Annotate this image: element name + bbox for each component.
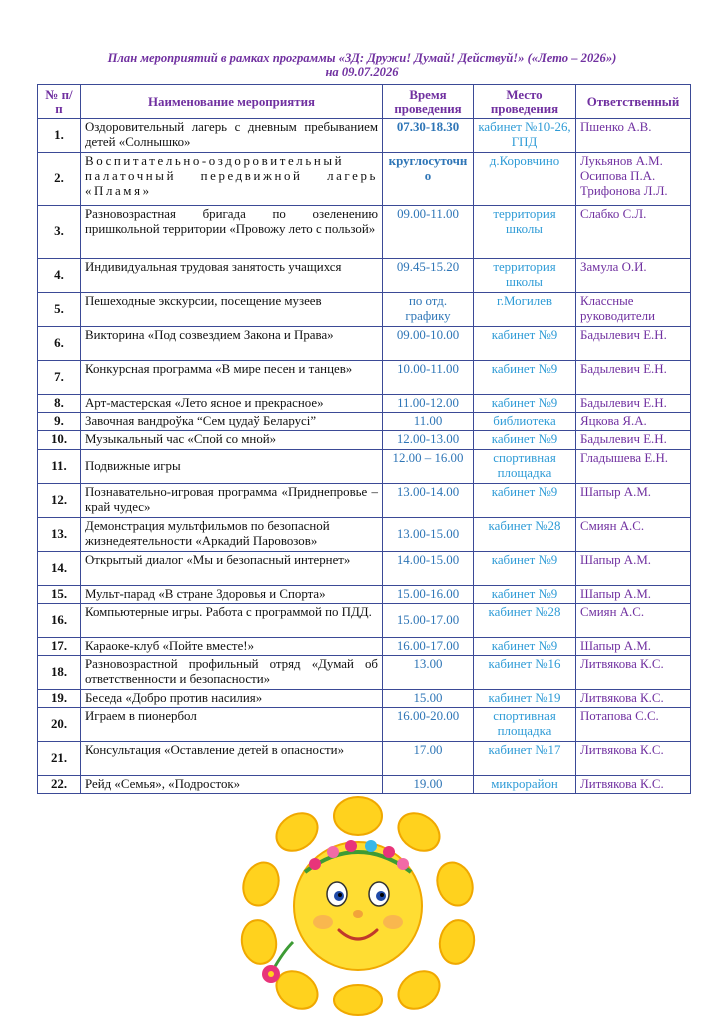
- table-row: [38, 153, 691, 206]
- event-place: микрорайон: [474, 776, 576, 794]
- event-place: г.Могилев: [474, 293, 576, 327]
- table-row: [38, 585, 691, 603]
- col-header-responsible: Ответственный: [576, 85, 691, 119]
- row-number: 22.: [38, 776, 81, 794]
- row-number: 14.: [38, 551, 81, 585]
- event-name: Демонстрация мультфильмов по безопасной жизнедеятельности «Аркадий Паровозов»: [81, 517, 383, 551]
- event-name: Разновозрастная бригада по озеленению пришкольной территории «Провожу лето с пользой»: [81, 206, 383, 259]
- event-name: Открытый диалог «Мы и безопасный интернет»: [81, 551, 383, 585]
- event-time: 15.00-16.00: [383, 585, 474, 603]
- event-name: Музыкальный час «Спой со мной»: [81, 431, 383, 449]
- event-place: кабинет №16: [474, 656, 576, 690]
- table-row: [38, 517, 691, 551]
- event-name: Викторина «Под созвездием Закона и Права»: [81, 327, 383, 361]
- event-place: кабинет №9: [474, 327, 576, 361]
- row-number: 16.: [38, 603, 81, 637]
- event-time: 11.00-12.00: [383, 395, 474, 413]
- table-row: [38, 449, 691, 483]
- table-row: [38, 259, 691, 293]
- sun-cheek-left: [313, 915, 333, 929]
- event-responsible: Смиян А.С.: [576, 603, 691, 637]
- event-responsible: Бадылевич Е.Н.: [576, 327, 691, 361]
- event-time: 07.30-18.30: [383, 119, 474, 153]
- row-number: 17.: [38, 637, 81, 655]
- event-time: 17.00: [383, 742, 474, 776]
- event-place: кабинет №9: [474, 637, 576, 655]
- table-row: [38, 413, 691, 431]
- table-row: [38, 431, 691, 449]
- event-time: 15.00-17.00: [383, 603, 474, 637]
- sun-nose: [353, 910, 363, 918]
- event-place: кабинет №9: [474, 361, 576, 395]
- event-responsible: Бадылевич Е.Н.: [576, 361, 691, 395]
- event-place: кабинет №9: [474, 431, 576, 449]
- event-responsible: Яцкова Я.А.: [576, 413, 691, 431]
- event-place: территория школы: [474, 206, 576, 259]
- event-responsible: Шапыр А.М.: [576, 585, 691, 603]
- table-row: [38, 206, 691, 259]
- smiling-sun-icon: [233, 792, 483, 1016]
- event-name: Конкурсная программа «В мире песен и танцев»: [81, 361, 383, 395]
- event-name: Индивидуальная трудовая занятость учащихся: [81, 259, 383, 293]
- event-place: кабинет №9: [474, 483, 576, 517]
- table-row: [38, 551, 691, 585]
- row-number: 10.: [38, 431, 81, 449]
- event-time: 16.00-17.00: [383, 637, 474, 655]
- row-number: 21.: [38, 742, 81, 776]
- row-number: 2.: [38, 153, 81, 206]
- event-responsible: Слабко С.Л.: [576, 206, 691, 259]
- event-place: кабинет №28: [474, 517, 576, 551]
- event-place: кабинет №9: [474, 585, 576, 603]
- title-line-2: на 09.07.2026: [325, 65, 399, 79]
- event-responsible: Пшенко А.В.: [576, 119, 691, 153]
- event-name: Рейд «Семья», «Подросток»: [81, 776, 383, 794]
- event-place: кабинет №28: [474, 603, 576, 637]
- table-row: [38, 690, 691, 708]
- table-row: [38, 327, 691, 361]
- event-time: 13.00: [383, 656, 474, 690]
- row-number: 4.: [38, 259, 81, 293]
- event-place: кабинет №10-26, ГПД: [474, 119, 576, 153]
- event-name: Караоке-клуб «Пойте вместе!»: [81, 637, 383, 655]
- event-time: по отд. графику: [383, 293, 474, 327]
- event-responsible: Литвякова К.С.: [576, 742, 691, 776]
- event-place: кабинет №9: [474, 395, 576, 413]
- event-responsible: Смиян А.С.: [576, 517, 691, 551]
- col-header-place: Место проведения: [474, 85, 576, 119]
- event-time: 16.00-20.00: [383, 708, 474, 742]
- event-name: Мульт-парад «В стране Здоровья и Спорта»: [81, 585, 383, 603]
- row-number: 11.: [38, 449, 81, 483]
- row-number: 5.: [38, 293, 81, 327]
- col-header-name: Наименование мероприятия: [81, 85, 383, 119]
- row-number: 7.: [38, 361, 81, 395]
- table-row: [38, 395, 691, 413]
- col-header-number: № п/п: [38, 85, 81, 119]
- event-responsible: Лукьянов А.М. Осипова П.А. Трифонова Л.Л.: [576, 153, 691, 206]
- row-number: 20.: [38, 708, 81, 742]
- event-responsible: Бадылевич Е.Н.: [576, 395, 691, 413]
- event-name: Играем в пионербол: [81, 708, 383, 742]
- event-time: 10.00-11.00: [383, 361, 474, 395]
- event-responsible: Литвякова К.С.: [576, 656, 691, 690]
- event-responsible: Литвякова К.С.: [576, 690, 691, 708]
- event-responsible: Гладышева Е.Н.: [576, 449, 691, 483]
- row-number: 19.: [38, 690, 81, 708]
- row-number: 18.: [38, 656, 81, 690]
- event-responsible: Шапыр А.М.: [576, 637, 691, 655]
- events-table: [37, 84, 691, 794]
- event-name: Оздоровительный лагерь с дневным пребыванием детей «Солнышко»: [81, 119, 383, 153]
- event-responsible: Классные руководители: [576, 293, 691, 327]
- table-row: [38, 637, 691, 655]
- event-place: кабинет №19: [474, 690, 576, 708]
- table-row: [38, 656, 691, 690]
- event-time: 11.00: [383, 413, 474, 431]
- event-time: 15.00: [383, 690, 474, 708]
- event-name: Беседа «Добро против насилия»: [81, 690, 383, 708]
- event-time: 13.00-15.00: [383, 517, 474, 551]
- event-place: спортивная площадка: [474, 708, 576, 742]
- event-responsible: Бадылевич Е.Н.: [576, 431, 691, 449]
- event-place: библиотека: [474, 413, 576, 431]
- event-name: Разновозрастной профильный отряд «Думай об ответственности и безопасности»: [81, 656, 383, 690]
- event-time: 19.00: [383, 776, 474, 794]
- table-row: [38, 708, 691, 742]
- event-responsible: Литвякова К.С.: [576, 776, 691, 794]
- event-responsible: Замула О.И.: [576, 259, 691, 293]
- table-row: [38, 361, 691, 395]
- event-responsible: Шапыр А.М.: [576, 483, 691, 517]
- table-row: [38, 603, 691, 637]
- event-place: территория школы: [474, 259, 576, 293]
- event-time: круглосуточно: [383, 153, 474, 206]
- event-name: Воспитательно-оздоровительный палаточный передвижной лагерь «Пламя»: [81, 153, 383, 206]
- row-number: 1.: [38, 119, 81, 153]
- event-name: Подвижные игры: [81, 449, 383, 483]
- event-name: Компьютерные игры. Работа с программой по ПДД.: [81, 603, 383, 637]
- event-responsible: Шапыр А.М.: [576, 551, 691, 585]
- event-name: Консультация «Оставление детей в опасности»: [81, 742, 383, 776]
- table-row: [38, 483, 691, 517]
- row-number: 12.: [38, 483, 81, 517]
- sun-cheek-right: [383, 915, 403, 929]
- event-time: 13.00-14.00: [383, 483, 474, 517]
- event-time: 09.00-11.00: [383, 206, 474, 259]
- event-place: кабинет №9: [474, 551, 576, 585]
- event-name: Познавательно-игровая программа «Приднепровье – край чудес»: [81, 483, 383, 517]
- event-place: кабинет №17: [474, 742, 576, 776]
- table-header-row: [38, 85, 691, 119]
- row-number: 8.: [38, 395, 81, 413]
- row-number: 15.: [38, 585, 81, 603]
- table-row: [38, 119, 691, 153]
- row-number: 6.: [38, 327, 81, 361]
- row-number: 13.: [38, 517, 81, 551]
- event-responsible: Потапова С.С.: [576, 708, 691, 742]
- page-title: [0, 51, 724, 79]
- event-time: 14.00-15.00: [383, 551, 474, 585]
- event-place: д.Коровчино: [474, 153, 576, 206]
- col-header-time: Время проведения: [383, 85, 474, 119]
- title-line-1: План мероприятий в рамках программы «3Д: Дружи! Думай! Действуй!» («Лето – 2026»): [107, 51, 617, 65]
- event-time: 12.00 – 16.00: [383, 449, 474, 483]
- event-place: спортивная площадка: [474, 449, 576, 483]
- event-time: 09.00-10.00: [383, 327, 474, 361]
- row-number: 3.: [38, 206, 81, 259]
- table-row: [38, 742, 691, 776]
- row-number: 9.: [38, 413, 81, 431]
- event-name: Пешеходные экскурсии, посещение музеев: [81, 293, 383, 327]
- event-name: Завочная вандроўка “Сем цудаў Беларусі”: [81, 413, 383, 431]
- event-name: Арт-мастерская «Лето ясное и прекрасное»: [81, 395, 383, 413]
- event-time: 09.45-15.20: [383, 259, 474, 293]
- event-time: 12.00-13.00: [383, 431, 474, 449]
- table-row: [38, 293, 691, 327]
